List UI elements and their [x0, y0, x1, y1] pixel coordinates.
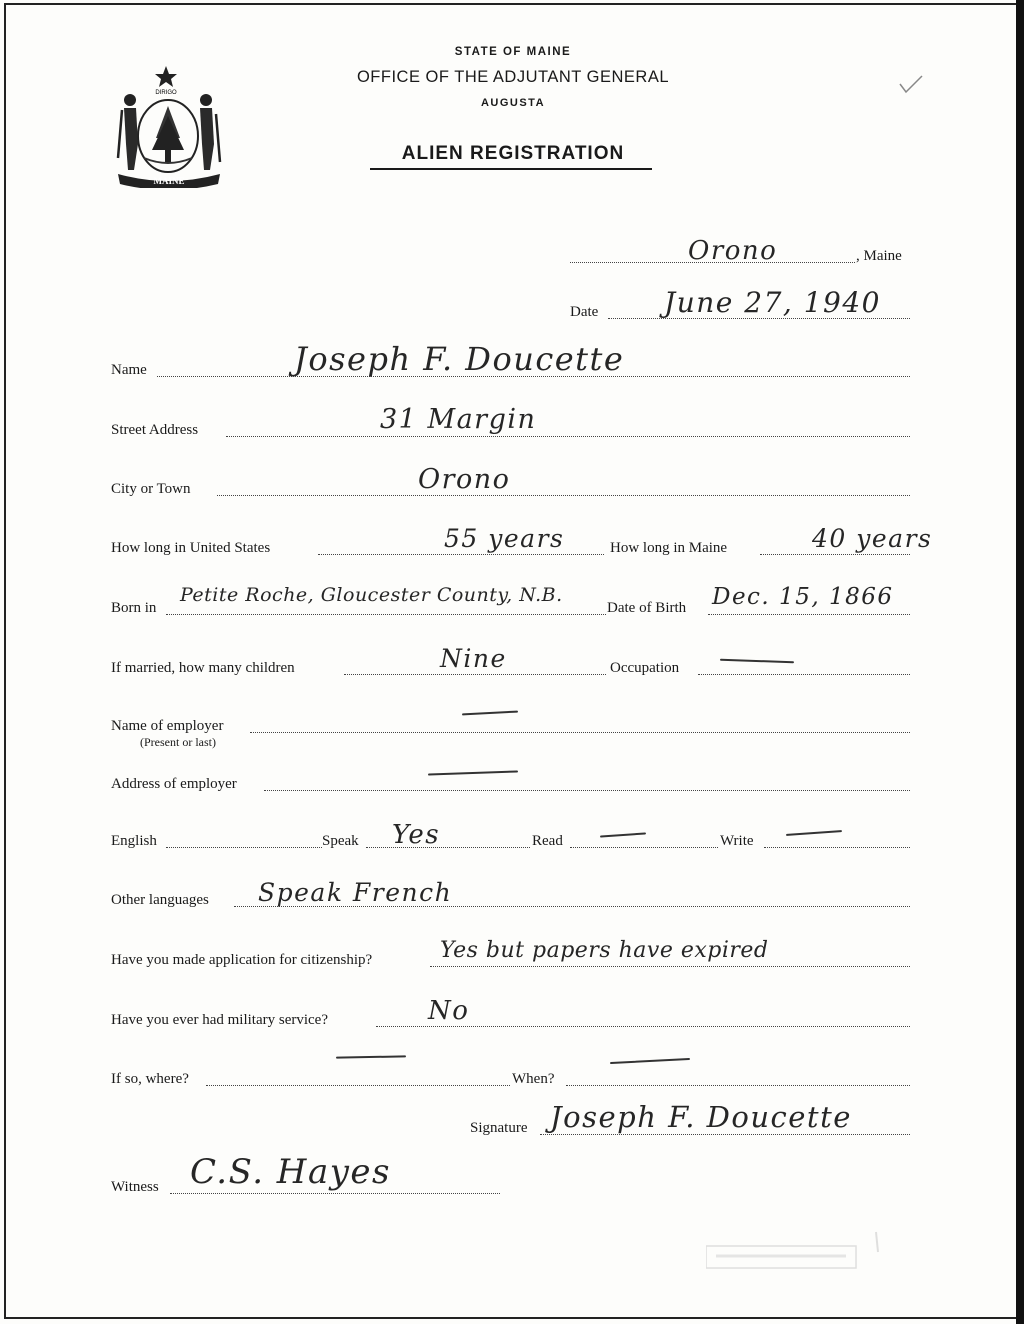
witness-line: [170, 1193, 500, 1194]
english-label: English: [111, 833, 157, 849]
where-line: [206, 1085, 510, 1086]
street-label: Street Address: [111, 422, 199, 438]
citizenship-line: [430, 966, 910, 967]
employer-label: Name of employer: [111, 718, 224, 734]
faint-stamp-icon: [706, 1222, 956, 1282]
military-value: No: [428, 996, 470, 1026]
citizenship-label: Have you made application for citizenship?: [111, 952, 373, 968]
other-lang-value: Speak French: [258, 878, 453, 907]
town-suffix: , Maine: [856, 248, 902, 264]
state-seal-icon: [110, 58, 230, 188]
signature-line: [540, 1134, 910, 1135]
military-line: [376, 1026, 910, 1027]
speak-line: [366, 847, 530, 848]
header-state: STATE OF MAINE: [454, 46, 572, 58]
occupation-label: Occupation: [610, 660, 680, 676]
dob-value: Dec. 15, 1866: [712, 584, 894, 610]
seal-motto: MAINE: [153, 176, 185, 186]
header-office: OFFICE OF THE ADJUTANT GENERAL: [356, 68, 670, 86]
read-line: [570, 847, 718, 848]
when-line: [566, 1085, 910, 1086]
when-label: When?: [512, 1071, 555, 1087]
dob-line: [708, 614, 910, 615]
scan-edge: [1016, 0, 1024, 1324]
street-value: 31 Margin: [380, 404, 537, 435]
speak-value: Yes: [392, 820, 441, 850]
signature-label: Signature: [470, 1120, 528, 1136]
city-label: City or Town: [111, 481, 191, 497]
name-label: Name: [111, 362, 147, 378]
us-value: 55 years: [444, 524, 565, 553]
header-city: AUGUSTA: [480, 97, 546, 109]
other-lang-label: Other languages: [111, 892, 209, 908]
employer-address-line: [264, 790, 910, 791]
maine-label: How long in Maine: [610, 540, 728, 556]
check-mark-icon: [898, 72, 924, 96]
born-label: Born in: [111, 600, 157, 616]
maine-line: [760, 554, 910, 555]
city-line: [217, 495, 910, 496]
signature-value: Joseph F. Doucette: [550, 1100, 852, 1134]
employer-address-label: Address of employer: [111, 776, 237, 792]
us-line: [318, 554, 604, 555]
city-value: Orono: [418, 464, 511, 495]
name-value: Joseph F. Doucette: [294, 340, 625, 378]
seal-star-text: DIRIGO: [155, 90, 177, 96]
maine-value: 40 years: [812, 524, 933, 553]
children-label: If married, how many children: [111, 660, 295, 676]
read-label: Read: [532, 833, 563, 849]
page-title: ALIEN REGISTRATION: [401, 143, 625, 164]
citizenship-value: Yes but papers have expired: [440, 938, 769, 963]
title-underline: [370, 168, 652, 170]
english-line: [166, 847, 322, 848]
us-label: How long in United States: [111, 540, 271, 556]
write-line: [764, 847, 910, 848]
employer-line: [250, 732, 910, 733]
born-line: [166, 614, 606, 615]
witness-value: C.S. Hayes: [190, 1152, 392, 1192]
children-value: Nine: [440, 644, 507, 673]
children-line: [344, 674, 606, 675]
where-label: If so, where?: [111, 1071, 189, 1087]
dob-label: Date of Birth: [607, 600, 687, 616]
street-line: [226, 436, 910, 437]
date-value: June 27, 1940: [664, 286, 881, 319]
town-value: Orono: [688, 236, 778, 266]
military-label: Have you ever had military service?: [111, 1012, 328, 1028]
employer-sub-label: (Present or last): [140, 735, 216, 749]
write-label: Write: [720, 833, 754, 849]
occupation-line: [698, 674, 910, 675]
speak-label: Speak: [322, 833, 359, 849]
born-value: Petite Roche, Gloucester County, N.B.: [180, 584, 563, 606]
witness-label: Witness: [111, 1179, 159, 1195]
date-label: Date: [570, 304, 599, 320]
